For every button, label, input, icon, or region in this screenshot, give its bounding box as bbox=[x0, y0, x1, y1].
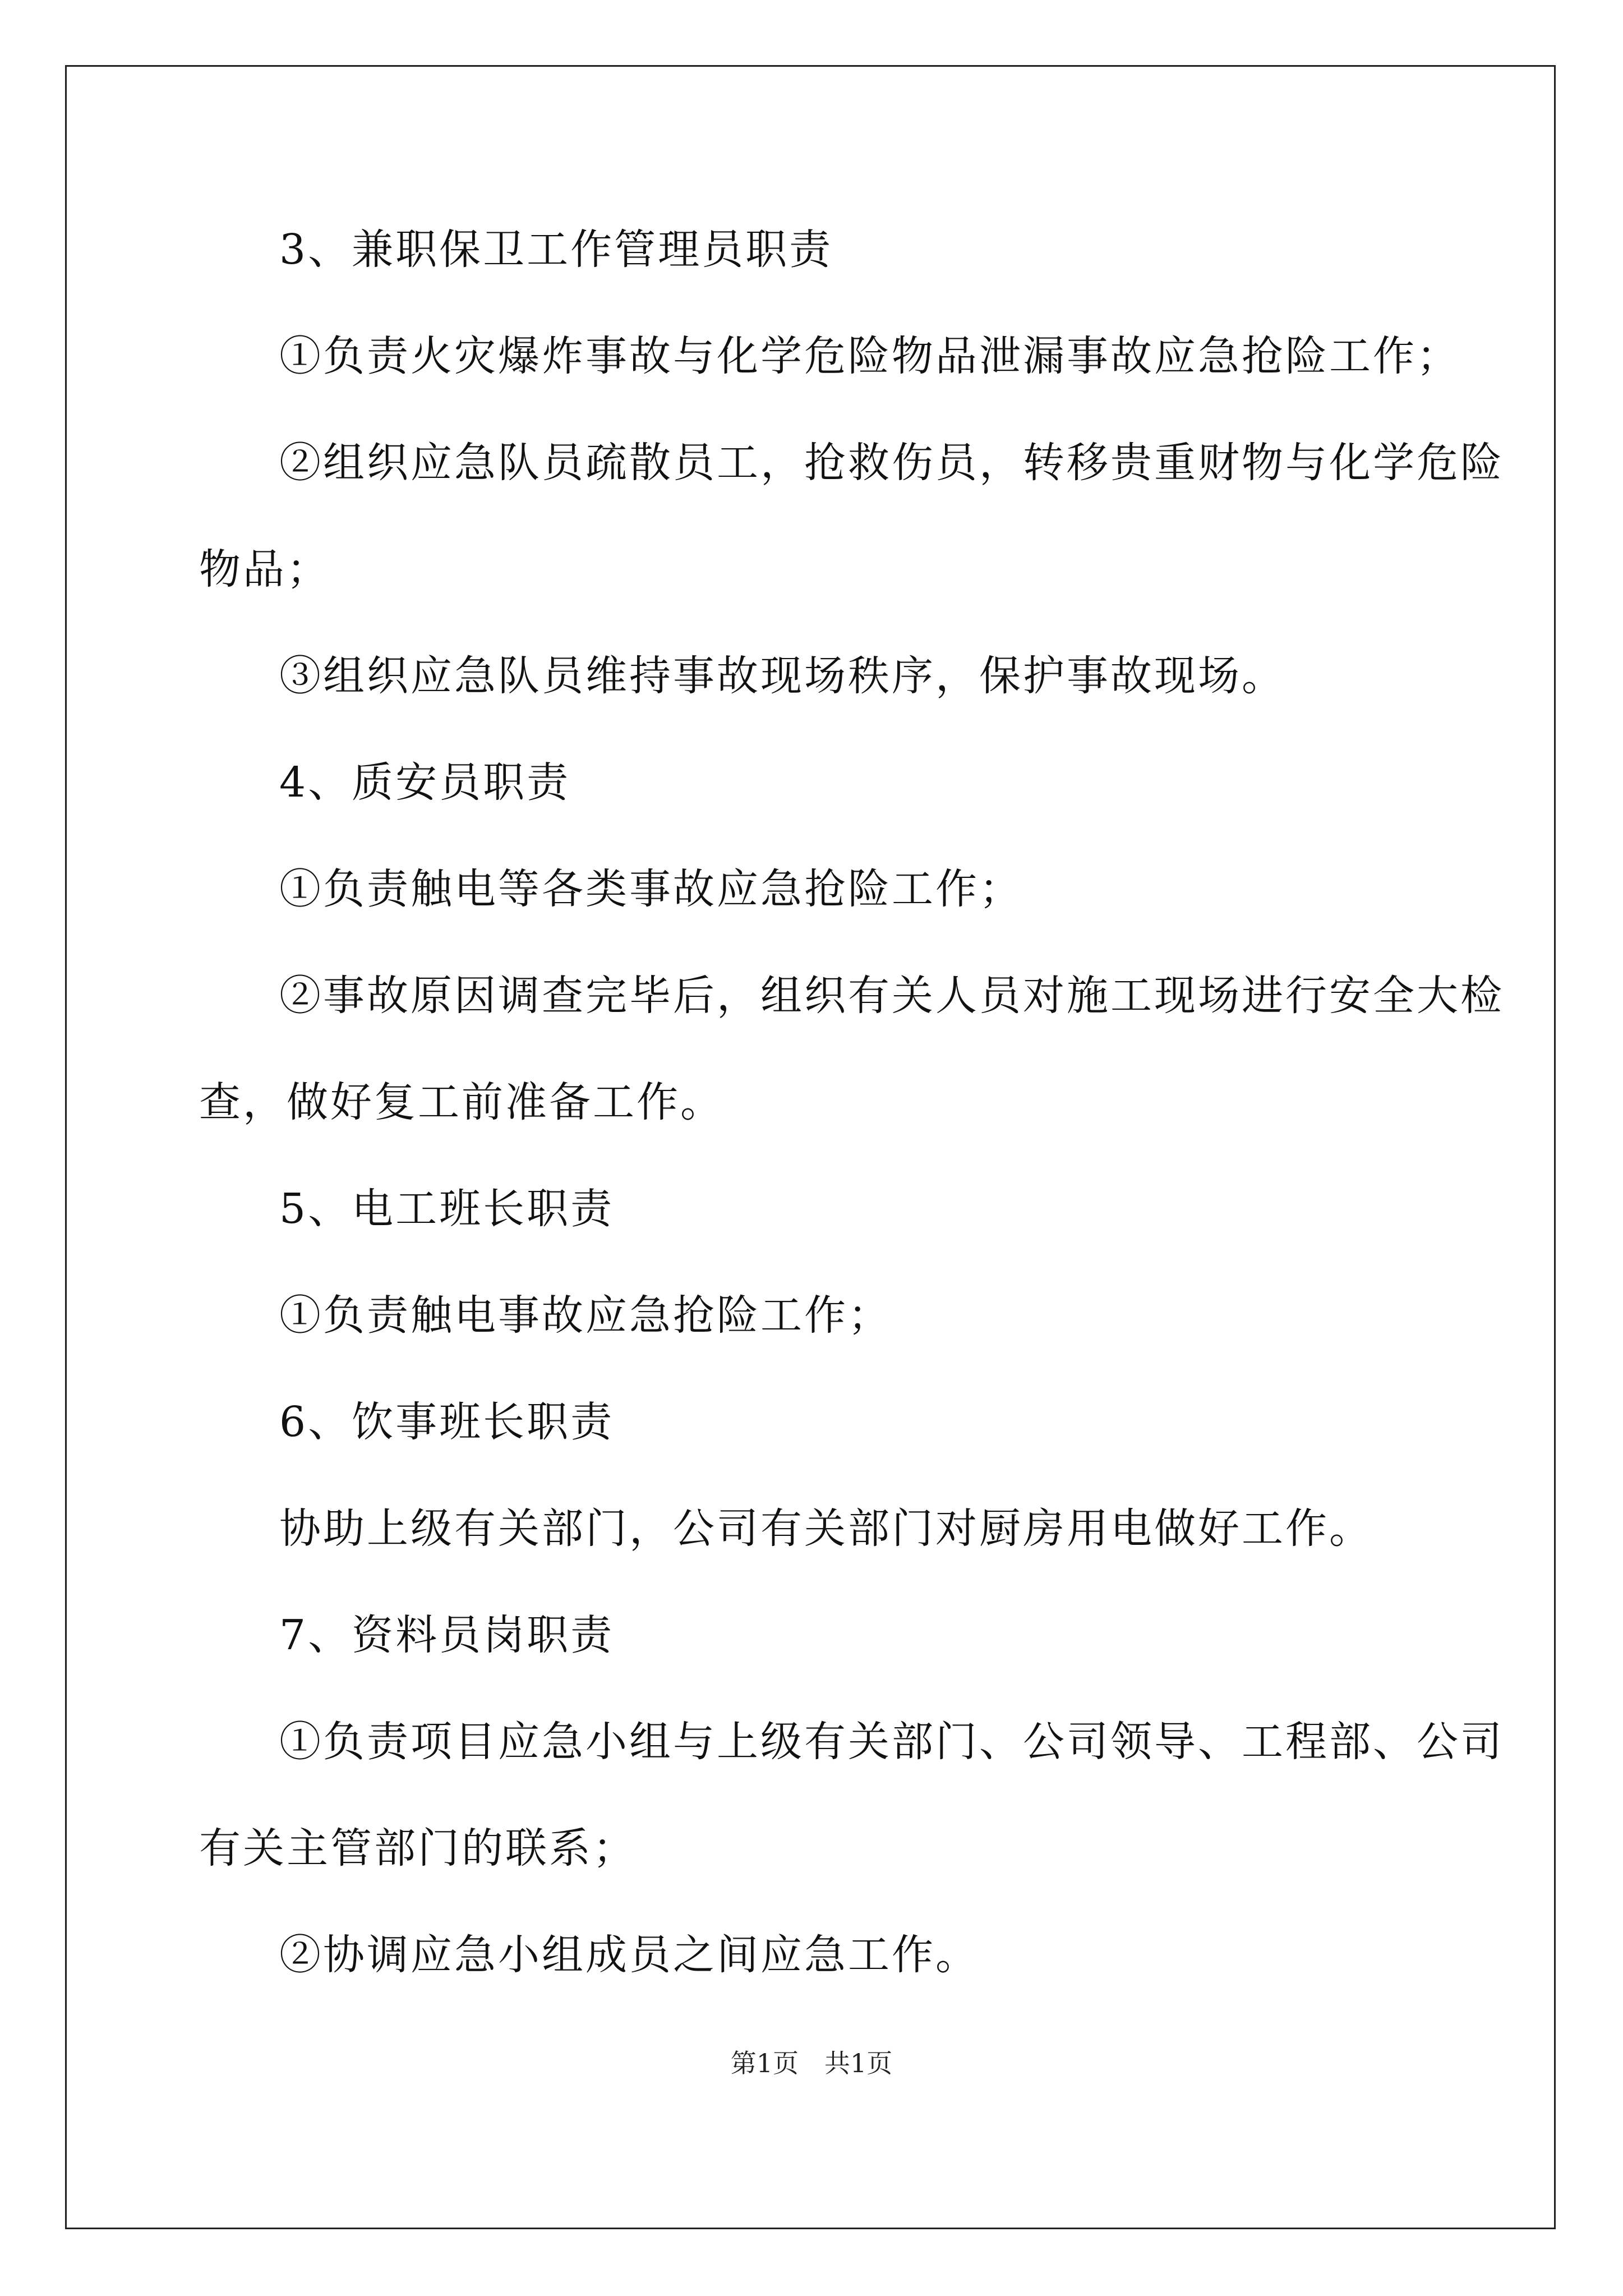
page-footer: 第1页 共1页 bbox=[730, 2048, 893, 2078]
paragraph-line: ①负责火灾爆炸事故与化学危险物品泄漏事故应急抢险工作； bbox=[279, 332, 1460, 380]
paragraph-line: ①负责触电事故应急抢险工作； bbox=[279, 1291, 892, 1340]
paragraph-line: ②组织应急队员疏散员工，抢救伤员，转移贵重财物与化学危险 bbox=[279, 439, 1504, 487]
paragraph-line: 协助上级有关部门，公司有关部门对厨房用电做好工作。 bbox=[279, 1504, 1373, 1553]
heading-canteen-leader: 6、饮事班长职责 bbox=[279, 1398, 615, 1446]
heading-documentation: 7、资料员岗职责 bbox=[279, 1611, 615, 1659]
paragraph-line: ②协调应急小组成员之间应急工作。 bbox=[279, 1931, 979, 1979]
heading-quality-safety: 4、质安员职责 bbox=[279, 758, 571, 807]
paragraph-line: 有关主管部门的联系； bbox=[199, 1824, 637, 1872]
paragraph-line: ①负责项目应急小组与上级有关部门、公司领导、工程部、公司 bbox=[279, 1718, 1504, 1766]
heading-electrician-leader: 5、电工班长职责 bbox=[279, 1185, 615, 1233]
paragraph-line: 查，做好复工前准备工作。 bbox=[199, 1078, 724, 1126]
heading-security-admin: 3、兼职保卫工作管理员职责 bbox=[279, 226, 833, 274]
paragraph-line: ③组织应急队员维持事故现场秩序，保护事故现场。 bbox=[279, 652, 1285, 700]
page-border bbox=[65, 65, 1556, 2229]
paragraph-line: ②事故原因调查完毕后，组织有关人员对施工现场进行安全大检 bbox=[279, 972, 1504, 1020]
paragraph-line: ①负责触电等各类事故应急抢险工作； bbox=[279, 865, 1023, 913]
paragraph-line: 物品； bbox=[199, 545, 330, 593]
